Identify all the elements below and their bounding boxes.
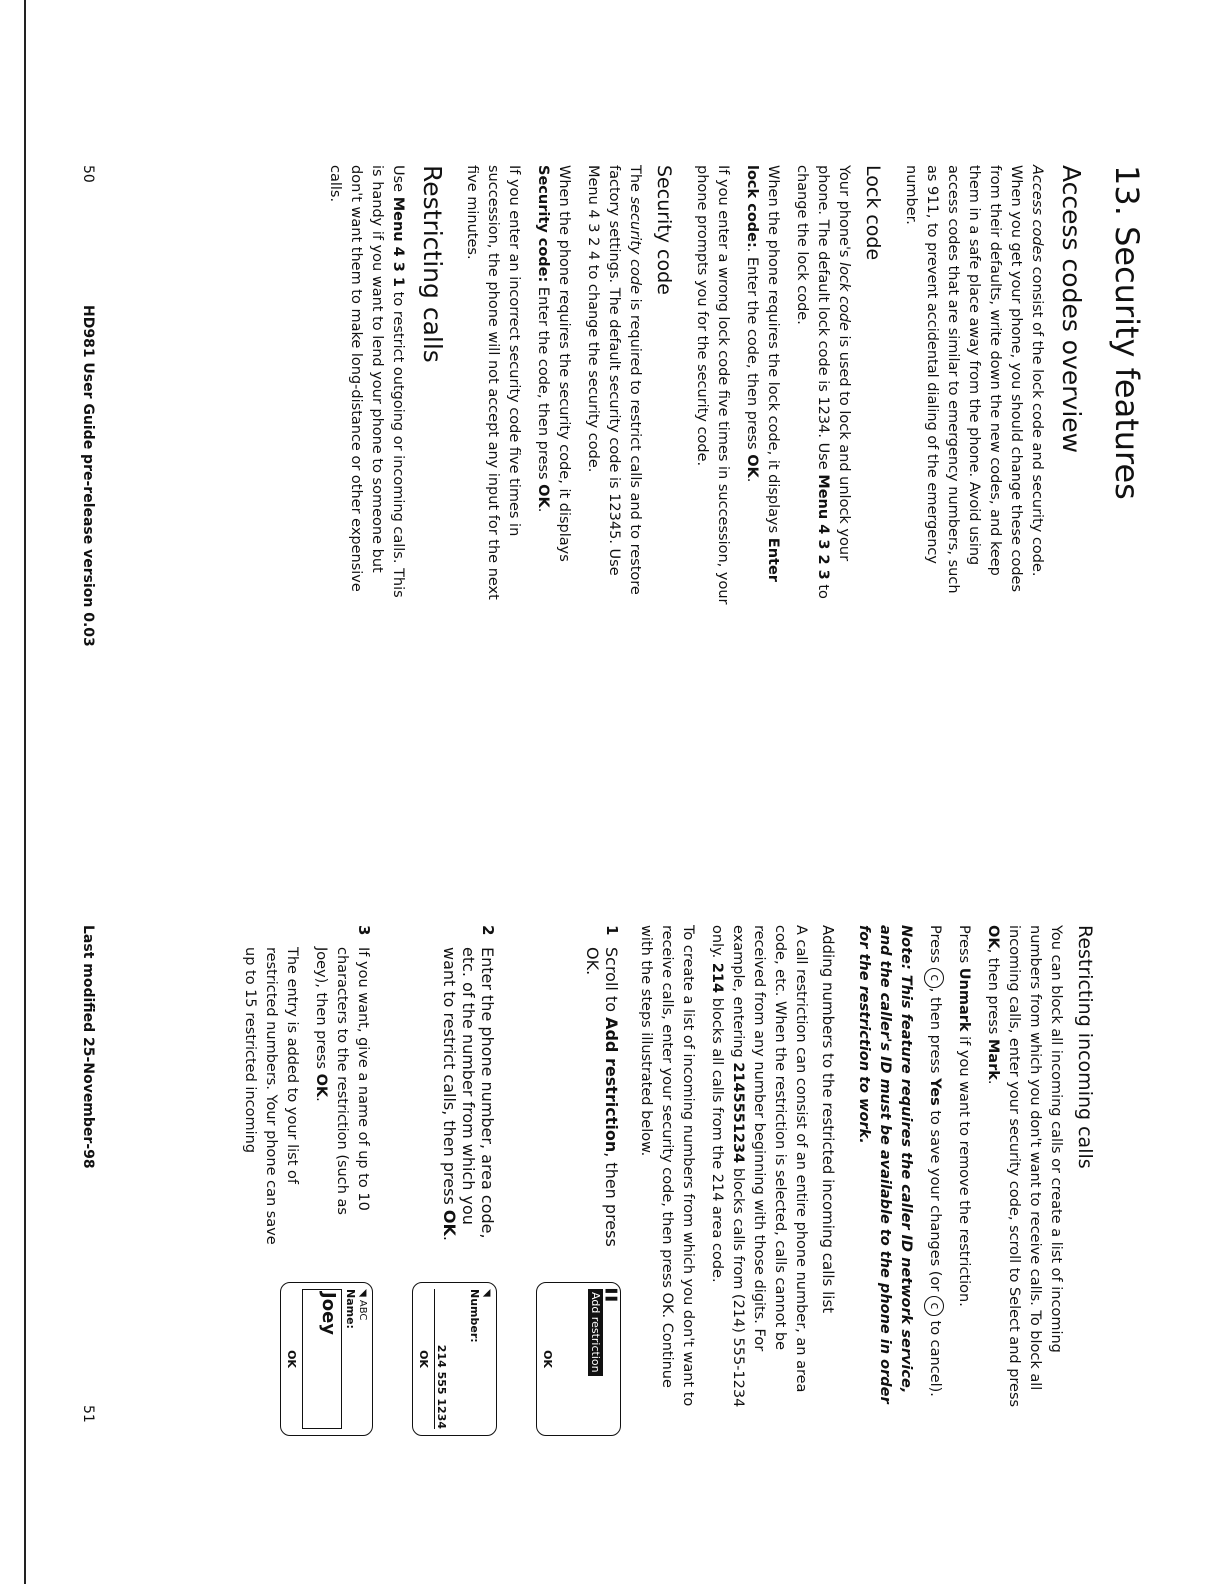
- step-2: [387, 925, 497, 1429]
- field-label: Name:: [344, 1289, 357, 1329]
- incoming-paragraph-2: Press Unmark if you want to remove the restriction.: [956, 925, 972, 1307]
- step-number: 1: [603, 925, 621, 936]
- chapter-title: 13. Security features: [1108, 165, 1146, 500]
- incoming-paragraph-3: Press c, then press Yes to save your changes (or c to cancel).: [924, 925, 945, 1415]
- lock-code-heading: Lock code: [862, 165, 884, 261]
- softkey-ok: OK: [417, 1350, 430, 1368]
- signal-icon: ▌▌: [605, 1289, 616, 1305]
- phone-screen-name: [280, 1282, 373, 1436]
- left-column: [316, 165, 1086, 610]
- clear-key-icon: c: [924, 1296, 944, 1316]
- step-1: [511, 925, 621, 1415]
- incoming-paragraph-1: You can block all incoming calls or create a list of incoming numbers from which you don't want to receive calls. To block all incoming calls, enter your security code, scroll to Select and press OK, then press Mark.: [985, 925, 1064, 1408]
- adding-paragraph-1: A call restriction can consist of an entire phone number, an area code, etc. When the restriction is selected, calls cannot be received from any number beginning with those digits. For example, entering 2145551234 blocks calls from (214) 555-1234 only. 214 blocks all calls from the 214 area code.: [709, 925, 809, 1408]
- step-3: [239, 925, 373, 1415]
- adding-numbers-heading: Adding numbers to the restricted incoming calls list: [819, 925, 837, 1314]
- caller-id-note: Note: This feature requires the caller ID network service, and the caller's ID must be available to the phone in order for the restriction to work.: [856, 925, 914, 1404]
- security-code-heading: Security code: [653, 165, 675, 295]
- security-paragraph-3: If you enter an incorrect security code five times in succession, the phone will not accept any input for the next five minutes.: [464, 165, 522, 600]
- restricting-paragraph: Use Menu 4 3 1 to restrict outgoing or incoming calls. This is handy if you want to lend your phone to someone but don't want them to make long-distance or other expensive calls.: [327, 165, 406, 598]
- lock-paragraph-1: Your phone's lock code is used to lock and unlock your phone. The default lock code is 1234. Use Menu 4 3 2 3 to change the lock code.: [794, 165, 852, 599]
- overview-paragraph: Access codes consist of the lock code and security code. When you get your phone, you should change these codes from their defaults, write down the new codes, and keep them in a safe place away from the phone. Avoid using access codes that are similar to emergency numbers, such as 911, to prevent accidental dialing of the emergency number.: [903, 165, 1045, 594]
- field-label: Number:: [468, 1289, 481, 1343]
- step-number: 3: [355, 925, 373, 936]
- overview-heading: Access codes overview: [1057, 165, 1086, 454]
- signal-icon: ◥: [481, 1289, 492, 1297]
- step-text: Enter the phone number, area code, etc. of the number from which you want to restrict calls, then press OK.: [440, 947, 497, 1241]
- adding-paragraph-2: To create a list of incoming numbers from which you don't want to receive calls, enter your security code, then press OK. Continue with the steps illustrated below.: [638, 925, 696, 1407]
- right-column: [231, 925, 1096, 1429]
- steps-list: [239, 925, 621, 1429]
- page-51: [0, 792, 1224, 1584]
- security-paragraph-2: When the phone requires the security code, it displays Security code: Enter the code, then press OK.: [535, 165, 572, 562]
- signal-icon: ◥ ABC: [357, 1289, 368, 1321]
- lock-paragraph-3: If you enter a wrong lock code five times in succession, your phone prompts you for the security code.: [694, 165, 731, 605]
- softkey-ok: OK: [541, 1350, 554, 1368]
- step-number: 2: [479, 925, 497, 936]
- lock-paragraph-2: When the phone requires the lock code, it displays Enter lock code:. Enter the code, then press OK.: [744, 165, 781, 582]
- phone-screen-add-restriction: [536, 1282, 621, 1436]
- clear-key-icon: c: [924, 968, 944, 988]
- restricting-calls-heading: Restricting calls: [418, 165, 447, 363]
- name-value: Joey: [302, 1289, 342, 1429]
- incoming-heading: Restricting incoming calls: [1074, 925, 1096, 1169]
- security-paragraph-1: The security code is required to restrict calls and to restore factory settings. The default security code is 12345. Use Menu 4 3 2 4 to change the security code.: [585, 165, 643, 595]
- phone-screen-number: [412, 1282, 497, 1436]
- softkey-ok: OK: [285, 1350, 298, 1368]
- footer-version: HD981 User Guide pre-release version 0.03: [80, 305, 96, 647]
- footer-last-modified: Last modified 25-November-98: [80, 925, 96, 1169]
- step-text: If you want, give a name of up to 10 characters to the restriction (such as Joey), then press OK. The entry is added to your list of restricted numbers. Your phone can save up to 15 restricted incoming: [242, 947, 371, 1245]
- page-number-51: 51: [80, 1405, 96, 1423]
- scan-edge-line: [25, 0, 27, 1584]
- number-value: 214 555 1234: [434, 1289, 448, 1429]
- page-number-50: 50: [80, 165, 96, 183]
- step-text: Scroll to Add restriction, then press OK.: [583, 947, 621, 1247]
- menu-highlight: Add restriction: [588, 1289, 603, 1376]
